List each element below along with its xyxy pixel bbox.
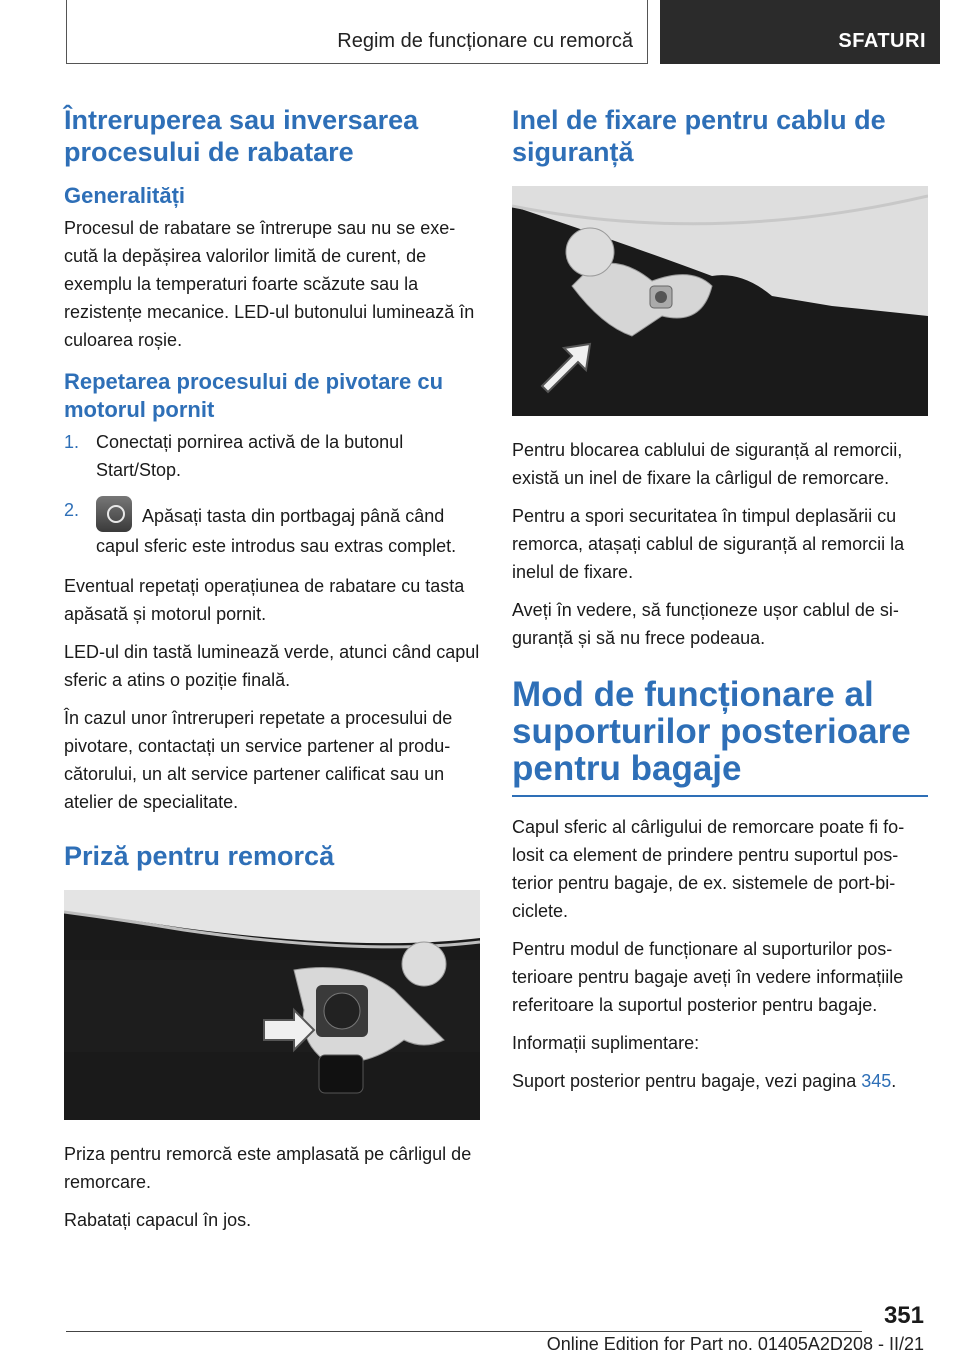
section-title-ring: Inel de fixare pentru cablu de siguranță (512, 105, 886, 167)
paragraph-general: Procesul de rabatare se întrerupe sau nu se execută la depășirea valorilor limită de curent, de exemplu la temperaturi foarte scăzute sau la rezistențe mecanice. LED-ul butonului luminează în culoarea roșie. (64, 218, 475, 350)
paragraph-repeat: Eventual repetați operațiunea de rabatare cu tasta apăsată și motorul pornit. (64, 576, 465, 624)
paragraph-ring: Pentru blocarea cablului de siguranță al remorcii, există un inel de fixare la cârligul de remorcare. (512, 440, 903, 488)
reference-suffix: . (891, 1071, 897, 1091)
subheading-general: Generalități (64, 183, 186, 208)
step-number: 2. (64, 500, 80, 520)
right-column (512, 104, 928, 1105)
page-number: 351 (883, 1302, 924, 1329)
paragraph-ball-head: Capul sferic al cârligului de remorcare poate fi folosit ca element de prindere pentru suportul posterior pentru bagaje, de ex. sistemele de port-biciclete. (512, 817, 905, 921)
paragraph-socket: Priza pentru remorcă este amplasată pe cârligul de remorcare. (64, 1144, 472, 1192)
paragraph-service: În cazul unor întreruperi repetate a procesului de pivotare, contactați un service partener al producătorului, un alt service partener calificat sau un atelier de specialitate. (64, 708, 453, 812)
paragraph-led: LED-ul din tastă luminează verde, atunci când capul sferic a atins o poziție finală. (64, 642, 480, 690)
paragraph-info: Informații suplimentare: (512, 1033, 700, 1053)
footer-divider (66, 1331, 862, 1332)
trailer-socket-illustration (64, 890, 480, 1120)
step-item (64, 428, 480, 484)
section-title-socket: Priză pentru remorcă (64, 841, 335, 871)
trailer-socket-drawing (64, 890, 480, 1120)
step-text: Conectați pornirea activă de la butonul Start/Stop. (96, 432, 404, 480)
chapter-title-bike-rack: Mod de funcționare al suporturilor posterioare pentru bagaje (512, 675, 911, 788)
page-reference-link[interactable]: 345 (861, 1071, 892, 1091)
paragraph-secure: Pentru a spori securitatea în timpul deplasării cu remorca, atașați cablul de siguranță al remorcii la inelul de fixare. (512, 506, 905, 582)
footer-edition: Online Edition for Part no. 01405A2D208 - II/21 (546, 1334, 924, 1354)
steps-list (64, 428, 480, 560)
header-section-title: Regim de funcționare cu remorcă (337, 30, 633, 52)
section-title-interrupt: Întreruperea sau inversarea procesului de rabatare (64, 105, 419, 167)
reference-text: Suport posterior pentru bagaje, vezi pagina (512, 1071, 857, 1091)
step-item (64, 496, 480, 560)
left-column (64, 104, 480, 1244)
subheading-repeat: Repetarea procesului de pivotare cu motorul pornit (64, 369, 444, 422)
paragraph-reference (512, 1067, 928, 1095)
header-frame (66, 0, 648, 64)
paragraph-mode: Pentru modul de funcționare al suporturilor posterioare pentru bagaje aveți în vedere informațiile referitoare la suportul posterior pentru bagaje. (512, 939, 904, 1015)
step-number: 1. (64, 432, 80, 452)
paragraph-note: Aveți în vedere, să funcționeze ușor cablul de siguranță și să nu frece podeaua. (512, 600, 899, 648)
trunk-button-icon (96, 496, 132, 532)
safety-ring-illustration (512, 186, 928, 416)
header-tab (660, 0, 940, 64)
chapter-divider (512, 795, 928, 797)
header-tab-label: SFATURI (838, 30, 926, 52)
step-text: Apăsați tasta din portbagaj până când capul sferic este introdus sau extras complet. (96, 506, 457, 556)
safety-ring-drawing (512, 186, 928, 416)
paragraph-cap: Rabatați capacul în jos. (64, 1210, 252, 1230)
